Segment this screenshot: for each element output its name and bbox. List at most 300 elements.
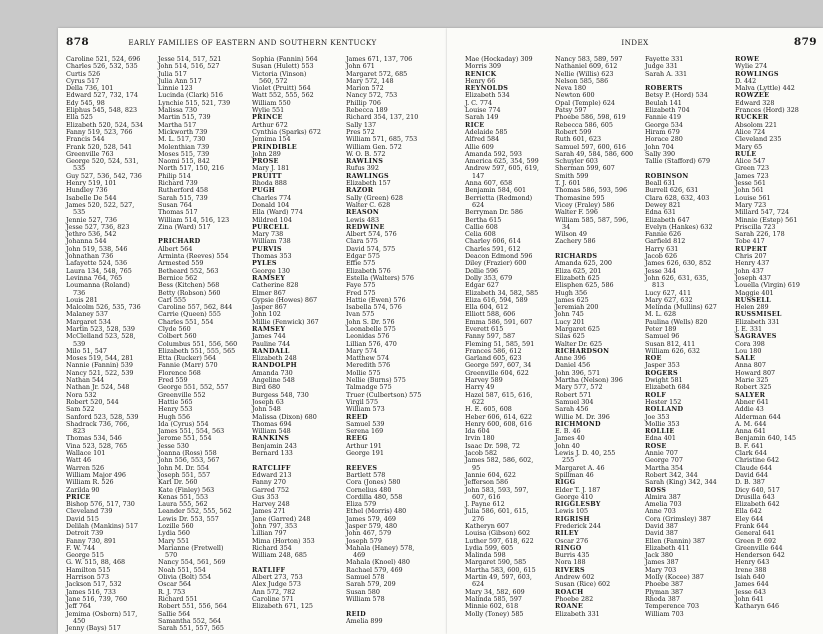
index-entry: Noah 551, 554 <box>158 565 206 574</box>
index-entry: Fannie 626 <box>645 230 682 239</box>
index-entry: Mary 65 <box>735 142 763 151</box>
index-entry: 535 <box>73 164 86 173</box>
index-entry: Jeremiah 200 <box>555 303 599 312</box>
index-entry: John M. Dr. 554 <box>158 463 210 472</box>
index-entry: Nora 188 <box>555 558 586 567</box>
index-entry: Serena 169 <box>346 427 384 436</box>
index-entry: Elizabeth 625 <box>555 273 600 282</box>
index-entry: Oscar 564 <box>158 580 192 589</box>
index-entry: 607, 616 <box>472 492 501 501</box>
index-entry: 95 <box>472 463 481 472</box>
index-entry: Lillian 797 <box>252 529 287 538</box>
index-entry: T. J. 601 <box>555 179 581 188</box>
index-entry: G. W. 515, 88, 468 <box>66 558 126 567</box>
index-entry: Judge 331 <box>645 62 678 71</box>
index-entry: F. W. 744 <box>66 543 96 552</box>
surname-heading: PRICE <box>66 492 91 501</box>
index-entry: J. C. 774 <box>465 98 493 107</box>
index-entry: Peter 189 <box>645 324 677 333</box>
index-entry: Watt 552, 555, 562 <box>252 91 314 100</box>
right-index-columns <box>447 56 823 634</box>
index-entry: Jesse 527, 736, 823 <box>66 222 130 231</box>
index-entry: Beulah 141 <box>645 98 682 107</box>
index-entry: Annie 707 <box>645 449 678 458</box>
index-entry: Mary 574 <box>346 346 378 355</box>
index-entry: James 271 <box>252 507 286 516</box>
surname-heading: ROLLIE <box>645 427 675 436</box>
index-entry: Shadrack 736, 766, <box>66 419 130 428</box>
index-entry: Tobe 417 <box>735 237 765 246</box>
index-entry: Lewis 483 <box>346 215 380 224</box>
index-entry: Mary 703 <box>645 565 677 574</box>
index-entry: Julia 517 <box>158 69 187 78</box>
index-entry: Sarah 149 <box>465 113 499 122</box>
index-entry: Hugh 556 <box>158 412 191 421</box>
index-entry: Harrison 573 <box>66 573 110 582</box>
index-entry: Jeff 764 <box>66 602 92 611</box>
index-entry: Albert 564 <box>158 244 193 253</box>
index-entry: David 387 <box>645 522 678 530</box>
surname-heading: RIVERS <box>555 565 585 574</box>
index-entry: Kenas 551, 553 <box>158 492 209 501</box>
index-entry: John 514, 516, 527 <box>158 62 220 71</box>
index-entry: Benjamin 243 <box>252 441 297 450</box>
index-entry: Lou 180 <box>735 346 762 355</box>
index-entry: Henry 66 <box>465 76 496 85</box>
index-entry: Frank 520, 528, 541 <box>66 142 133 151</box>
index-entry: Nelson 585, 586 <box>555 76 609 85</box>
index-entry: Guy 527, 536, 542, 736 <box>66 171 142 180</box>
index-entry: Thomas 353 <box>252 252 292 261</box>
index-entry: Gypsie (Howes) 867 <box>252 295 318 304</box>
index-entry: Mary 34, 582, 609 <box>465 587 525 596</box>
index-entry: North 517, 150, 216 <box>158 164 224 173</box>
surname-heading: RIGGLESBY <box>555 500 601 509</box>
index-entry: M. L. 517, 730 <box>158 135 206 144</box>
index-entry: Allie 609 <box>465 142 494 151</box>
index-entry: Sally 137 <box>346 120 377 129</box>
index-column <box>158 56 252 632</box>
index-entry: Sarah 49, 584, 586, 600 <box>555 149 634 158</box>
index-entry: Harry 49 <box>465 383 495 392</box>
index-entry: Almira 387 <box>645 492 681 501</box>
index-entry: Sophia (Fannin) 564 <box>252 55 318 63</box>
index-entry: Louisa (Gibson) 602 <box>465 529 531 538</box>
surname-heading: ROACH <box>555 587 584 596</box>
index-entry: James 723 <box>735 171 769 180</box>
index-entry: Andrew 597, 605, 619, <box>465 164 539 173</box>
index-entry: George 410 <box>555 492 593 501</box>
index-entry: Albert 574, 576 <box>346 230 397 239</box>
index-entry: Effie 575 <box>346 259 376 268</box>
index-entry: Joseph 579 <box>346 536 382 545</box>
surname-heading: RICHMOND <box>555 419 601 428</box>
index-entry: Fannie (Marr) 570 <box>158 361 218 370</box>
index-entry: Charles 591, 612 <box>465 244 521 253</box>
index-entry: George 707 <box>645 456 683 465</box>
index-entry: George 515 <box>66 551 104 560</box>
surname-heading: REASON <box>346 208 379 217</box>
surname-heading: RANKINS <box>252 434 290 443</box>
index-entry: Leander 552, 555, 562 <box>158 507 232 516</box>
index-entry: Phoebe 282 <box>555 594 594 603</box>
index-entry: Spillman 46 <box>555 470 594 479</box>
index-entry: John 396, 571 <box>555 368 601 377</box>
index-entry: Warren 526 <box>66 463 105 472</box>
index-entry: Elizabeth 411 <box>645 543 690 552</box>
index-entry: Amanda 730 <box>252 368 293 377</box>
surname-heading: RAWLINGS <box>346 171 389 180</box>
index-entry: Edward 213 <box>252 470 292 479</box>
index-entry: 823 <box>73 427 86 436</box>
index-entry: Frances (Hord) 328 <box>735 106 799 115</box>
index-entry: Margaret 590, 585 <box>465 558 527 567</box>
index-entry: Jerome 551, 554 <box>158 434 212 443</box>
index-entry: Luther 597, 618, 622 <box>465 536 534 545</box>
index-entry: Mickworth 739 <box>158 127 208 136</box>
index-entry: David 574, 575 <box>346 244 396 253</box>
index-entry: Silas 625 <box>555 332 585 341</box>
left-index-columns <box>58 56 447 634</box>
surname-heading: ROBINSON <box>645 171 689 180</box>
index-entry: Albert 273, 753 <box>252 573 303 582</box>
index-entry: Malaney 537 <box>66 310 108 319</box>
index-entry: Claude 644 <box>735 463 772 472</box>
index-entry: William 573 <box>346 405 385 414</box>
index-entry: 560, 572 <box>259 76 288 85</box>
index-entry: Edy 545, 98 <box>66 98 105 107</box>
index-entry: Johnathan 736 <box>66 252 114 261</box>
index-entry: Jane (Garred) 248 <box>252 514 311 523</box>
index-entry: Berrietta (Redmond) <box>465 193 533 202</box>
index-entry: Cora (Jones) 580 <box>346 478 401 487</box>
index-entry: 622 <box>472 397 485 406</box>
index-entry: Elizabeth 642 <box>735 500 780 509</box>
index-entry: Thomas 517 <box>158 208 198 217</box>
surname-heading: RICE <box>465 120 485 129</box>
index-entry: Jasper 353 <box>645 361 680 370</box>
index-entry: Bernard 133 <box>252 449 293 458</box>
index-entry: Mary J. 181 <box>252 164 290 173</box>
index-entry: Sarah A. 331 <box>645 69 688 78</box>
index-entry: Maggie 401 <box>735 288 774 297</box>
index-entry: Lynchie 515, 521, 739 <box>158 98 231 107</box>
index-entry: Henderson 642 <box>735 551 785 560</box>
index-entry: Priscilla 723 <box>735 222 776 231</box>
index-entry: William 248, 685 <box>252 551 307 560</box>
index-entry: Rhoda 387 <box>645 594 680 603</box>
index-entry: Nellie (Willis) 623 <box>555 69 614 78</box>
index-entry: Martha 354 <box>645 463 684 472</box>
index-entry: James 744 <box>252 332 286 341</box>
surname-heading: PROSE <box>252 157 279 166</box>
index-entry: Hundley 736 <box>66 186 108 195</box>
index-entry: Joseph 551, 557 <box>158 470 211 479</box>
surname-heading: RICHARDSON <box>555 346 610 355</box>
index-entry: George 551, 552, 557 <box>158 383 229 392</box>
index-entry: Angeline 548 <box>252 376 295 385</box>
index-entry: Samuel 96 <box>645 332 680 341</box>
index-entry: J. E. 331 <box>735 324 763 333</box>
index-entry: Fanny 597, 587 <box>465 332 516 341</box>
index-entry: James 387 <box>645 558 679 567</box>
index-entry: Hamilton 515 <box>66 565 111 574</box>
index-entry: Dicy 640, 517 <box>735 485 780 494</box>
surname-heading: ROE <box>645 354 662 363</box>
index-entry: Betheard 552, 563 <box>158 266 219 275</box>
index-entry: Elizabeth 576 <box>346 266 391 275</box>
index-entry: Melinda (Mullins) 627 <box>645 303 717 312</box>
surname-heading: PRINDIBLE <box>252 142 297 151</box>
index-entry: John 519, 538, 546 <box>66 244 128 253</box>
index-entry: Molly (Toney) 585 <box>465 609 524 618</box>
index-entry: Bertha 615 <box>465 215 502 224</box>
index-entry: Jethro 536, 542 <box>66 230 117 239</box>
index-entry: John 437 <box>735 266 764 275</box>
index-entry: Jannie 604, 622 <box>465 470 516 479</box>
index-entry: Katharyn 646 <box>735 602 780 611</box>
index-entry: Bernice 562 <box>158 273 198 282</box>
index-entry: Henry 553 <box>158 405 193 414</box>
index-entry: Ella 642 <box>735 507 762 516</box>
index-entry: Ann 572, 782 <box>252 587 296 596</box>
surname-heading: ROSS <box>645 485 667 494</box>
index-entry: George 130 <box>252 266 290 275</box>
right-page-header <box>447 37 823 49</box>
surname-heading: REYNOLDS <box>465 84 509 93</box>
index-entry: Jane 516, 739, 760 <box>66 594 128 603</box>
index-entry: Donald 104 <box>252 200 290 209</box>
index-entry: Ellen (Fannin) 387 <box>645 536 706 545</box>
index-entry: Susan (Hulett) 553 <box>252 62 314 71</box>
right-running-title: INDEX <box>621 38 649 47</box>
index-entry: Samuel 597, 600, 616 <box>555 142 626 151</box>
surname-heading: REEVES <box>346 463 378 472</box>
index-entry: Charles 526, 532, 535 <box>66 62 138 71</box>
index-entry: Robert 551, 556, 564 <box>158 602 227 611</box>
surname-heading: SALYER <box>735 390 766 399</box>
surname-heading: ROBERTS <box>645 84 683 93</box>
index-entry: Pauline 744 <box>252 339 291 348</box>
left-running-title: EARLY FAMILIES OF EASTERN AND SOUTHERN KENTUCKY <box>128 38 377 47</box>
index-entry: Harry 631 <box>645 244 679 253</box>
index-entry: Henry 437 <box>735 259 770 268</box>
index-entry: Jacob 626 <box>645 252 678 261</box>
index-entry: Delilah (Mankins) 517 <box>66 522 138 530</box>
surname-heading: PUGH <box>252 186 276 195</box>
index-entry: Jackson 517, 532 <box>66 580 122 589</box>
index-entry: Rufus 392 <box>346 164 379 173</box>
index-entry: Leonidas 576 <box>346 332 390 341</box>
index-entry: Mary 738 <box>252 230 284 239</box>
index-entry: Evelyn (Hankes) 632 <box>645 222 713 231</box>
index-entry: Susan 764 <box>158 200 192 209</box>
index-entry: Susan (Rice) 602 <box>555 580 611 589</box>
index-entry: Patsy 597 <box>555 106 587 115</box>
index-entry: Sarah (King) 342, 344 <box>645 478 717 487</box>
index-entry: Garred 752 <box>252 485 290 494</box>
index-entry: Malinda 585, 597 <box>465 594 522 603</box>
surname-heading: ROLF <box>645 390 667 399</box>
index-entry: Matthew 574 <box>346 354 390 363</box>
index-entry: Olivia (Bolt) 554 <box>158 573 212 582</box>
index-entry: Jasper 867 <box>252 303 287 312</box>
index-entry: Sanford 523, 528, 539 <box>66 412 139 421</box>
left-page-number: 878 <box>66 36 90 48</box>
surname-heading: ROLLAND <box>645 405 684 414</box>
surname-heading: RUCKER <box>735 113 769 122</box>
index-entry: Edna 631 <box>645 208 676 217</box>
index-entry: Lafayette 524, 536 <box>66 259 128 268</box>
index-entry: Mildred 104 <box>252 215 292 224</box>
index-entry: 535 <box>73 208 86 217</box>
index-entry: Talmadge 575 <box>346 383 392 392</box>
index-entry: Violet (Pruitt) 564 <box>252 84 311 93</box>
index-entry: Andrew 602 <box>555 573 595 582</box>
surname-heading: RIGG <box>555 478 576 487</box>
index-entry: Elizabeth 551, 555, 565 <box>158 346 236 355</box>
index-entry: Dwight 581 <box>645 376 683 385</box>
index-entry: R. J. 753 <box>158 587 186 596</box>
index-entry: Sherman 599, 607 <box>555 164 615 173</box>
index-entry: James 671, 137, 706 <box>346 55 413 63</box>
index-entry: Nancy 572, 753 <box>346 91 398 100</box>
index-entry: Mima (Horton) 353 <box>252 536 315 545</box>
index-entry: Diley (Frazier) 600 <box>465 259 527 268</box>
index-entry: Heber 606, 614, 622 <box>465 412 533 421</box>
index-entry: Robert 571 <box>555 390 592 399</box>
index-entry: Rebecca 189 <box>346 106 388 115</box>
index-entry: Garland 605, 623 <box>465 354 522 363</box>
index-entry: Cyrus 517 <box>66 76 100 85</box>
index-entry: Truer (Culbertson) 575 <box>346 390 422 399</box>
index-entry: Samuel 578 <box>346 573 385 582</box>
index-entry: Oscar 276 <box>555 536 589 545</box>
index-entry: Walter Dr. 625 <box>555 339 603 348</box>
index-entry: Hugh 356 <box>555 288 588 297</box>
index-entry: Della 736, 101 <box>66 84 114 93</box>
index-entry: Schuyler 603 <box>555 157 598 166</box>
index-entry: Carl 555 <box>158 295 187 304</box>
surname-heading: RANDALL <box>252 346 290 355</box>
index-entry: Milo 51, 547 <box>66 346 107 355</box>
index-entry: Moses 515, 739 <box>158 149 210 158</box>
index-entry: James 40 <box>555 434 585 443</box>
index-entry: William 585, 587, 596, <box>555 215 629 224</box>
index-entry: Pres 572 <box>346 127 375 136</box>
surname-heading: RUSSELL <box>735 295 771 304</box>
index-entry: Amanda 625, 200 <box>555 259 612 268</box>
surname-heading: RENICK <box>465 69 497 78</box>
index-entry: Rebecca 586, 605 <box>555 120 613 129</box>
index-entry: Wilson 49 <box>555 230 587 239</box>
index-entry: Mollie 353 <box>645 419 680 428</box>
index-entry: Opal (Temple) 624 <box>555 98 615 107</box>
surname-heading: RAZOR <box>346 186 374 195</box>
index-entry: Clyde 560 <box>158 324 191 333</box>
right-page <box>447 28 823 634</box>
index-entry: Plyman 387 <box>645 587 684 596</box>
index-entry: Greenville 604, 622 <box>465 368 529 377</box>
index-entry: William Gen. 572 <box>346 142 402 151</box>
index-entry: Absolom 221 <box>735 120 778 129</box>
index-entry: Clara 628, 632, 403 <box>645 193 710 202</box>
index-entry: M. L. 628 <box>645 310 677 319</box>
index-entry: Caroline 557, 562, 844 <box>158 303 233 312</box>
index-entry: Eliza 579 <box>346 500 377 509</box>
index-entry: Sarah 551, 557, 565 <box>158 624 224 633</box>
index-entry: Hester 152 <box>645 397 682 406</box>
index-entry: Fanny 730, 891 <box>66 536 117 545</box>
index-entry: Sam 522 <box>66 405 95 414</box>
index-entry: H. E. 605, 608 <box>465 405 512 414</box>
index-entry: Malissa (Dixon) 680 <box>252 412 317 421</box>
index-entry: Anne 703 <box>645 507 676 516</box>
index-entry: Ella 525 <box>66 113 93 122</box>
index-entry: 736 <box>73 288 86 297</box>
index-entry: Amelia 703 <box>645 500 682 509</box>
index-entry: Christine 642 <box>735 456 780 465</box>
index-entry: Sarah 226, 178 <box>735 230 785 239</box>
index-entry: Dollie 596 <box>465 266 499 275</box>
index-entry: Columbus 551, 556, 560 <box>158 339 238 348</box>
index-entry: Fayette 331 <box>645 55 684 63</box>
index-entry: James 579, 469 <box>346 514 396 523</box>
index-entry: Helen 289 <box>735 303 769 312</box>
index-entry: B. F. 641 <box>735 441 764 450</box>
index-entry: Robert 599 <box>555 127 592 136</box>
index-entry: Malissa 730 <box>158 106 198 115</box>
index-entry: Kate (Finley) 563 <box>158 485 215 494</box>
surname-heading: ROWZEE <box>735 91 770 100</box>
index-entry: James 644 <box>735 580 769 589</box>
index-column <box>66 56 158 632</box>
index-entry: Fred 559 <box>158 376 188 385</box>
surname-heading: RINGO <box>555 543 582 552</box>
index-entry: Cynthia (Sparks) 672 <box>252 127 321 136</box>
index-entry: Elisphen 625, 586 <box>555 281 614 290</box>
index-entry: George 520, 524, 531, <box>66 157 139 166</box>
index-entry: Martin 49, 597, 603, <box>465 573 532 582</box>
index-entry: Green 723 <box>735 164 770 173</box>
index-entry: Francis 544 <box>66 135 105 144</box>
index-entry: Arthur 191 <box>346 441 382 450</box>
index-entry: Betty (Robson) 560 <box>158 288 221 297</box>
index-entry: Edgar 575 <box>346 252 380 261</box>
surname-heading: PYLES <box>252 259 277 268</box>
index-entry: Virgil 575 <box>346 397 379 406</box>
index-entry: Elizabeth 157 <box>346 179 391 188</box>
index-entry: Alice 547 <box>735 157 766 166</box>
right-page-number: 879 <box>793 36 817 48</box>
index-entry: James 582, 586, 602, <box>465 456 534 465</box>
index-entry: Susan 580 <box>346 587 380 596</box>
index-entry: Elizabeth 671, 125 <box>252 602 313 611</box>
index-entry: Lucinda (Clark) 516 <box>158 91 223 100</box>
index-entry: Laura 134, 548, 765 <box>66 266 132 275</box>
index-entry: Phoebe 387 <box>645 580 684 589</box>
index-entry: Joe 353 <box>645 412 670 421</box>
index-entry: William 738 <box>252 237 291 246</box>
index-entry: Lydia 599, 605 <box>465 543 514 552</box>
index-entry: Elizabeth 331 <box>735 317 780 326</box>
index-entry: Lucy 627, 411 <box>645 288 692 297</box>
index-entry: Levinna 764, 765 <box>66 273 123 282</box>
index-entry: Mae (Hockaday) 309 <box>465 55 533 63</box>
index-entry: Bess (Kitchen) 568 <box>158 281 220 290</box>
index-entry: Richard 739 <box>158 179 198 188</box>
index-entry: Zachery 586 <box>555 237 596 246</box>
